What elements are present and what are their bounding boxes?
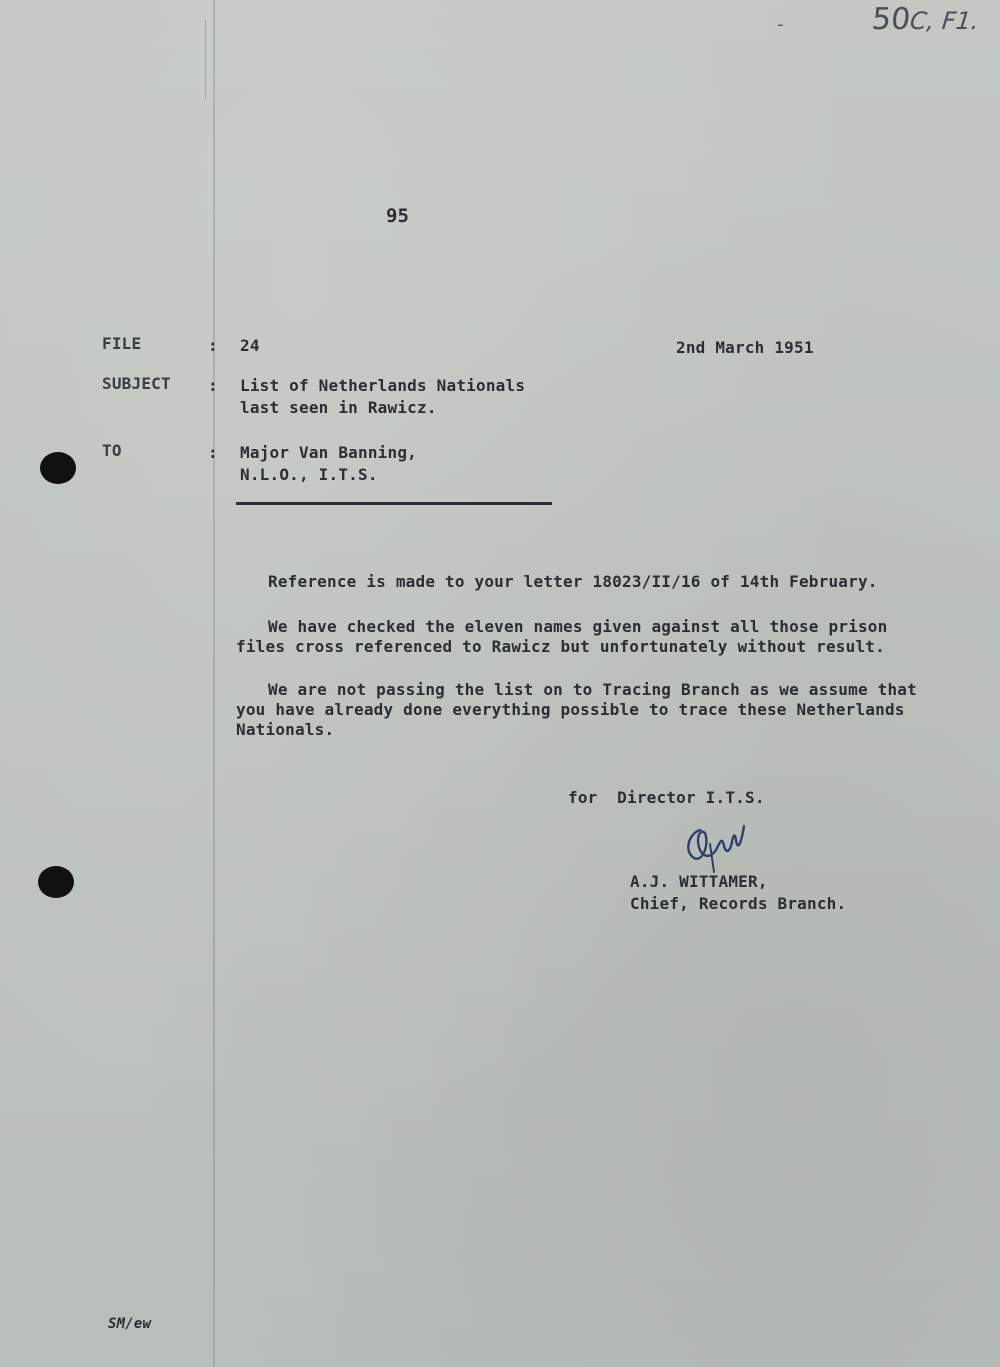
paragraph-2-line-1: We have checked the eleven names given against all those prison: [268, 617, 888, 636]
paragraph-3-line-1: We are not passing the list on to Tracing Branch as we assume that: [268, 680, 917, 699]
to-label: TO: [102, 441, 122, 460]
crease-mark: [205, 20, 206, 100]
file-separator: :: [208, 336, 218, 355]
header-divider: [236, 502, 552, 505]
paragraph-2-line-2: files cross referenced to Rawicz but unfortunately without result.: [236, 637, 885, 656]
subject-separator: :: [208, 376, 218, 395]
punch-hole-top: [40, 452, 76, 484]
fold-line: [213, 0, 215, 1367]
punch-hole-bottom: [38, 866, 74, 898]
for-director-line: for Director I.T.S.: [568, 788, 765, 807]
signatory-name: A.J. WITTAMER,: [630, 872, 768, 891]
paragraph-3-line-3: Nationals.: [236, 720, 335, 739]
letter-date: 2nd March 1951: [676, 338, 814, 357]
subject-label: SUBJECT: [102, 374, 171, 393]
to-line-2: N.L.O., I.T.S.: [240, 465, 378, 484]
paragraph-3-line-2: you have already done everything possible to trace these Netherlands: [236, 700, 905, 719]
handwritten-suffix: C, F1.: [908, 7, 981, 35]
to-line-1: Major Van Banning,: [240, 443, 417, 462]
signatory-title: Chief, Records Branch.: [630, 894, 847, 913]
file-value: 24: [240, 336, 260, 355]
top-mark: -: [775, 14, 786, 35]
to-separator: :: [208, 443, 218, 462]
handwritten-reference: [870, 2, 981, 37]
page-number: 95: [386, 205, 409, 227]
file-label: FILE: [102, 334, 142, 353]
handwritten-number: 50: [870, 2, 913, 37]
subject-line-2: last seen in Rawicz.: [240, 398, 437, 417]
typist-initials: SM/ew: [108, 1316, 152, 1332]
paragraph-1: Reference is made to your letter 18023/II/16 of 14th February.: [268, 572, 878, 591]
subject-line-1: List of Netherlands Nationals: [240, 376, 526, 395]
